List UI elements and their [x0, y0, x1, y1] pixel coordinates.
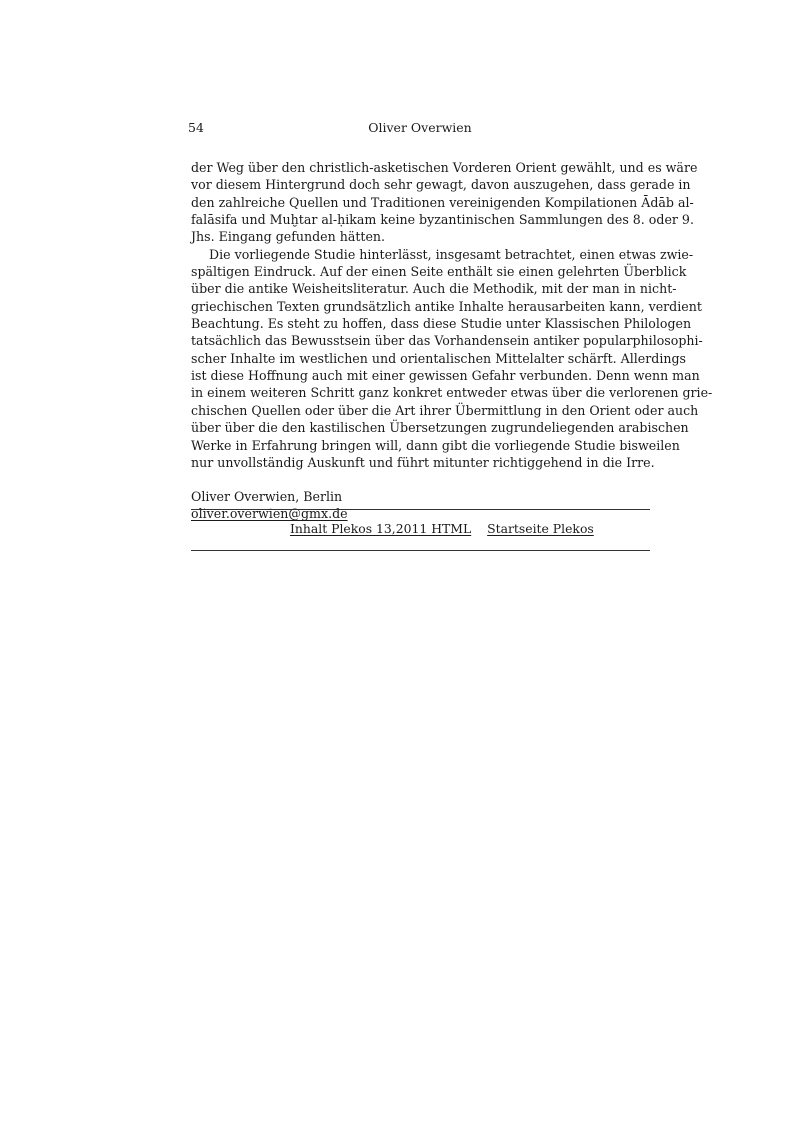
text-line: griechischen Texten grundsätzlich antike Inhalte herausarbeiten kann, verdient: [191, 298, 702, 314]
text-line: Jhs. Eingang gefunden hätten.: [191, 229, 386, 245]
document-page: [188, 118, 713, 523]
footer-navigation: [191, 509, 650, 551]
text-line: tatsächlich das Bewusstsein über das Vorhandensein antiker popularphilosophi-: [191, 333, 703, 349]
text-line: Die vorliegende Studie hinterlässt, insgesamt betrachtet, einen etwas zwie-: [209, 246, 694, 262]
text-line: ist diese Hoffnung auch mit einer gewissen Gefahr verbunden. Denn wenn man: [191, 368, 700, 384]
text-line: chischen Quellen oder über die Art ihrer Übermittlung in den Orient oder auch: [191, 402, 699, 418]
running-title: Oliver Overwien: [368, 120, 472, 135]
text-line: nur unvollständig Auskunft und führt mitunter richtiggehend in die Irre.: [191, 454, 655, 470]
paragraph-1: [191, 159, 698, 246]
author-email-link[interactable]: oliver.overwien@gmx.de: [191, 506, 348, 522]
footer-links: [290, 521, 594, 536]
text-line: Beachtung. Es steht zu hoffen, dass diese Studie unter Klassischen Philologen: [191, 316, 692, 332]
page-number: 54: [188, 120, 204, 135]
text-line: falāsifa und Muḫtar al-ḥikam keine byzantinischen Sammlungen des 8. oder 9.: [191, 212, 694, 228]
text-line: der Weg über den christlich-asketischen Vorderen Orient gewählt, und es wäre: [191, 160, 698, 175]
text-line: Werke in Erfahrung bringen will, dann gibt die vorliegende Studie bisweilen: [191, 437, 680, 453]
text-line: über die antike Weisheitsliteratur. Auch die Methodik, mit der man in nicht-: [191, 281, 677, 297]
home-link[interactable]: Startseite Plekos: [487, 521, 594, 536]
text-line: scher Inhalte im westlichen und orientalischen Mittelalter schärft. Allerdings: [191, 350, 686, 366]
review-body: [191, 159, 713, 471]
text-line: den zahlreiche Quellen und Traditionen vereinigenden Kompilationen Ādāb al-: [191, 194, 694, 210]
text-line: spältigen Eindruck. Auf der einen Seite enthält sie einen gelehrten Überblick: [191, 264, 687, 280]
contents-link[interactable]: Inhalt Plekos 13,2011 HTML: [290, 521, 472, 536]
text-line: vor diesem Hintergrund doch sehr gewagt, davon auszugehen, dass gerade in: [191, 177, 691, 193]
text-line: über über die den kastilischen Übersetzungen zugrundeliegenden arabischen: [191, 420, 689, 436]
text-line: in einem weiteren Schritt ganz konkret entweder etwas über die verlorenen grie-: [191, 385, 713, 401]
author-name-location: Oliver Overwien, Berlin: [191, 489, 343, 505]
paragraph-2: [191, 246, 713, 471]
running-header: [188, 118, 649, 138]
